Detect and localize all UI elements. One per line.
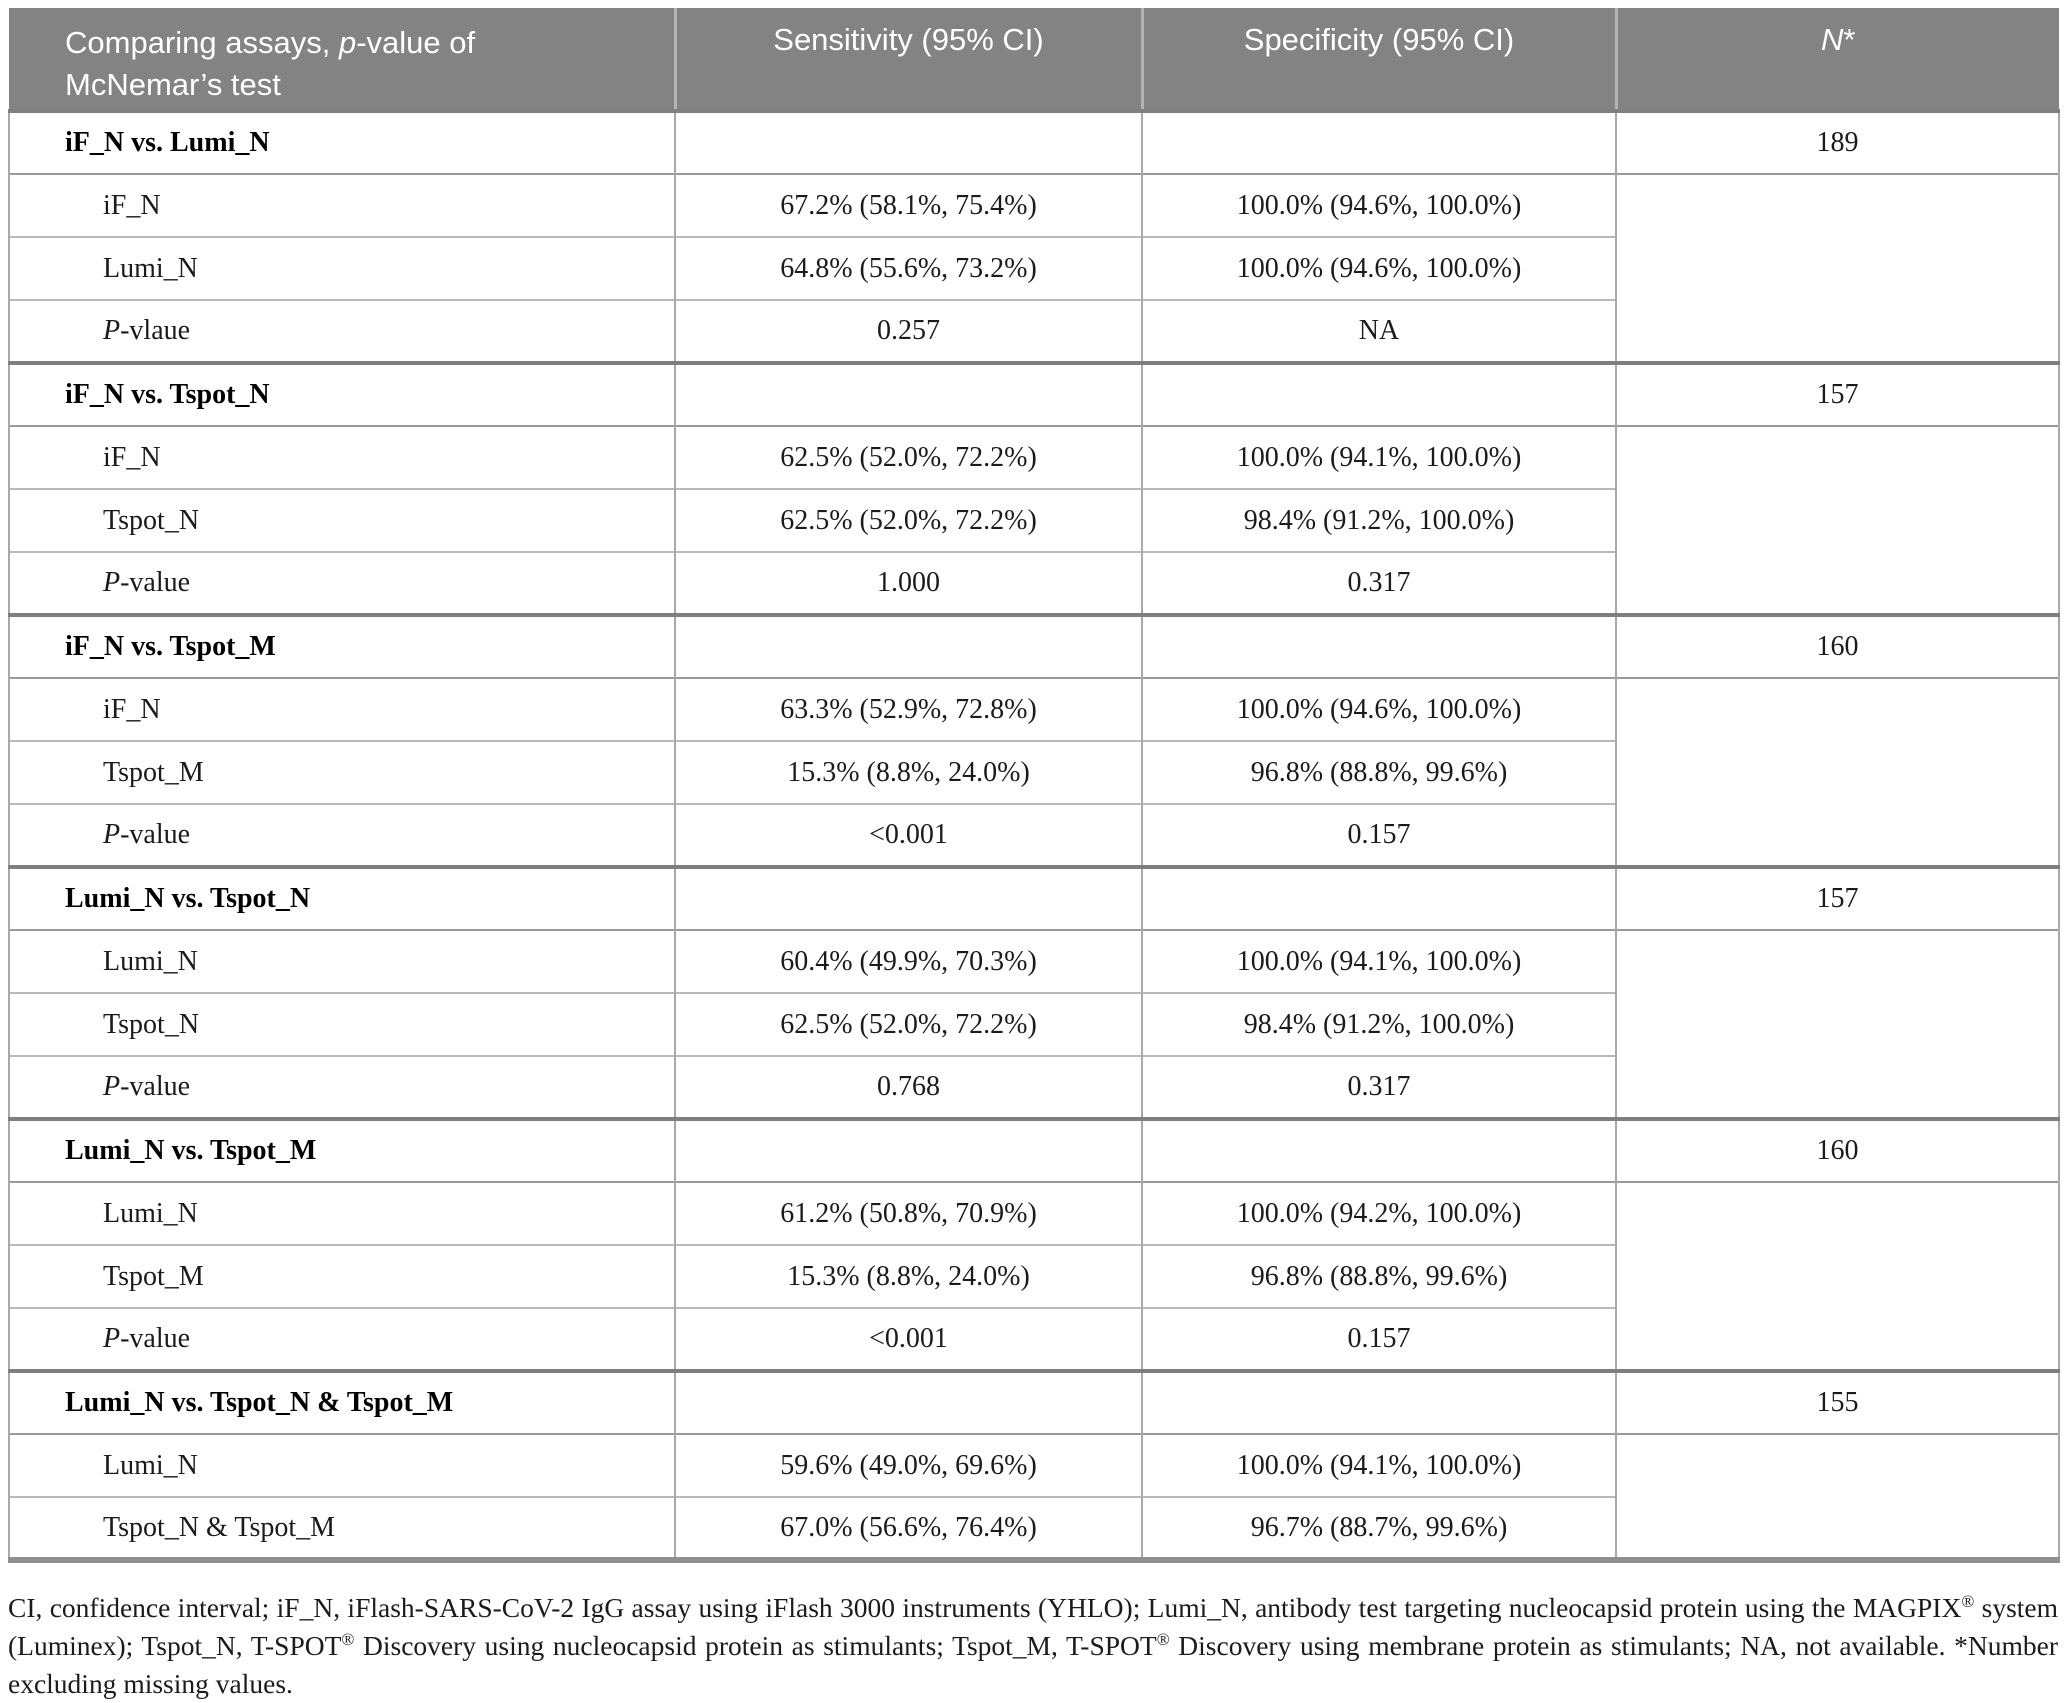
mcnemar-comparison-table: [8, 8, 2060, 1563]
footnote-text: system (Luminex); Tspot_N, T-SPOT: [8, 1592, 2059, 1661]
comparison-cell: [9, 867, 675, 930]
specificity-cell: 100.0% (94.6%, 100.0%): [1142, 678, 1616, 741]
label-text: -value: [120, 567, 191, 598]
specificity-cell: 100.0% (94.1%, 100.0%): [1142, 930, 1616, 993]
n-cell: 160: [1616, 615, 2059, 678]
assay-label: Tspot_M: [103, 1260, 204, 1292]
row-label-cell: [9, 426, 675, 489]
specificity-cell: 98.4% (91.2%, 100.0%): [1142, 489, 1616, 552]
sensitivity-cell: 62.5% (52.0%, 72.2%): [675, 489, 1142, 552]
header-text: -value of McNemar’s test: [65, 25, 476, 102]
group-header-row: [9, 111, 2059, 174]
specificity-cell: 100.0% (94.1%, 100.0%): [1142, 426, 1616, 489]
row-label-cell: [9, 1056, 675, 1119]
empty-sensitivity-cell: [675, 363, 1142, 426]
p-value-label: [11, 1071, 673, 1103]
row-label-cell: [9, 1182, 675, 1245]
p-value-label: [11, 315, 673, 347]
assay-label: Tspot_M: [103, 756, 204, 788]
col-header-comparing-assays: [9, 8, 675, 111]
registered-trademark-symbol: ®: [1961, 1591, 1975, 1611]
comparison-cell: [9, 1119, 675, 1182]
sensitivity-cell: 0.257: [675, 300, 1142, 363]
assay-label: iF_N: [103, 441, 161, 473]
assay-label: Lumi_N: [103, 1197, 198, 1229]
empty-sensitivity-cell: [675, 1371, 1142, 1434]
comparison-label: Lumi_N vs. Tspot_N & Tspot_M: [65, 1387, 454, 1418]
italic-p: P: [103, 1323, 121, 1354]
n-cell: 160: [1616, 1119, 2059, 1182]
group-header-row: [9, 363, 2059, 426]
sensitivity-cell: 15.3% (8.8%, 24.0%): [675, 1245, 1142, 1308]
assay-data-row: [9, 1434, 2059, 1497]
sensitivity-cell: 62.5% (52.0%, 72.2%): [675, 426, 1142, 489]
specificity-cell: 0.157: [1142, 804, 1616, 867]
label-text: -value: [120, 819, 191, 850]
specificity-cell: 0.317: [1142, 552, 1616, 615]
label-text: -value: [120, 1071, 191, 1102]
sensitivity-cell: <0.001: [675, 1308, 1142, 1371]
italic-p: P: [103, 567, 121, 598]
assay-label: Lumi_N: [103, 252, 198, 284]
assay-label: Tspot_N & Tspot_M: [103, 1511, 336, 1543]
header-text: Comparing assays,: [65, 25, 339, 60]
specificity-cell: 100.0% (94.6%, 100.0%): [1142, 174, 1616, 237]
group-header-row: [9, 867, 2059, 930]
comparison-label: iF_N vs. Tspot_M: [65, 631, 276, 662]
comparison-cell: [9, 363, 675, 426]
row-label-cell: [9, 804, 675, 867]
row-label-cell: [9, 237, 675, 300]
assay-data-row: [9, 1182, 2059, 1245]
assay-data-row: [9, 930, 2059, 993]
italic-p: P: [103, 819, 121, 850]
p-value-label: [11, 1323, 673, 1355]
comparison-label: iF_N vs. Tspot_N: [65, 379, 270, 410]
assay-label: Lumi_N: [103, 945, 198, 977]
footnote-text: Discovery using membrane protein as stimulants; NA, not available. *Number excluding missing values.: [8, 1630, 2058, 1699]
label-text: -value: [120, 1323, 191, 1354]
specificity-cell: 98.4% (91.2%, 100.0%): [1142, 993, 1616, 1056]
sensitivity-cell: 67.2% (58.1%, 75.4%): [675, 174, 1142, 237]
assay-label: Lumi_N: [103, 1449, 198, 1481]
sensitivity-cell: 60.4% (49.9%, 70.3%): [675, 930, 1142, 993]
assay-label: Tspot_N: [103, 1008, 200, 1040]
italic-p: P: [103, 315, 121, 346]
footnote-text: Discovery using nucleocapsid protein as stimulants; Tspot_M, T-SPOT: [354, 1630, 1157, 1661]
col-header-n: [1616, 8, 2059, 111]
label-text: -vlaue: [120, 315, 191, 346]
sensitivity-cell: 0.768: [675, 1056, 1142, 1119]
assay-data-row: [9, 174, 2059, 237]
row-label-cell: [9, 993, 675, 1056]
empty-sensitivity-cell: [675, 615, 1142, 678]
group-header-row: [9, 615, 2059, 678]
row-label-cell: [9, 489, 675, 552]
assay-label: iF_N: [103, 693, 161, 725]
empty-sensitivity-cell: [675, 867, 1142, 930]
row-label-cell: [9, 1245, 675, 1308]
specificity-cell: 100.0% (94.2%, 100.0%): [1142, 1182, 1616, 1245]
sensitivity-cell: 59.6% (49.0%, 69.6%): [675, 1434, 1142, 1497]
merged-n-cell: [1616, 678, 2059, 867]
specificity-cell: 96.8% (88.8%, 99.6%): [1142, 741, 1616, 804]
row-label-cell: [9, 678, 675, 741]
sensitivity-cell: 15.3% (8.8%, 24.0%): [675, 741, 1142, 804]
assay-data-row: [9, 426, 2059, 489]
col-header-specificity: Specificity (95% CI): [1142, 8, 1616, 111]
specificity-cell: 100.0% (94.6%, 100.0%): [1142, 237, 1616, 300]
empty-sensitivity-cell: [675, 111, 1142, 174]
merged-n-cell: [1616, 426, 2059, 615]
col-header-sensitivity: Sensitivity (95% CI): [675, 8, 1142, 111]
row-label-cell: [9, 552, 675, 615]
p-value-label: [11, 819, 673, 851]
sensitivity-cell: <0.001: [675, 804, 1142, 867]
row-label-cell: [9, 741, 675, 804]
comparison-label: Lumi_N vs. Tspot_N: [65, 883, 311, 914]
header-asterisk: *: [1843, 22, 1856, 57]
empty-sensitivity-cell: [675, 1119, 1142, 1182]
empty-specificity-cell: [1142, 1371, 1616, 1434]
comparison-label: iF_N vs. Lumi_N: [65, 127, 270, 158]
row-label-cell: [9, 300, 675, 363]
merged-n-cell: [1616, 930, 2059, 1119]
registered-trademark-symbol: ®: [1156, 1629, 1170, 1649]
n-cell: 155: [1616, 1371, 2059, 1434]
specificity-cell: 100.0% (94.1%, 100.0%): [1142, 1434, 1616, 1497]
sensitivity-cell: 67.0% (56.6%, 76.4%): [675, 1497, 1142, 1560]
sensitivity-cell: 1.000: [675, 552, 1142, 615]
assay-label: iF_N: [103, 189, 161, 221]
n-cell: 189: [1616, 111, 2059, 174]
comparison-label: Lumi_N vs. Tspot_M: [65, 1135, 317, 1166]
row-label-cell: [9, 930, 675, 993]
empty-specificity-cell: [1142, 1119, 1616, 1182]
merged-n-cell: [1616, 1182, 2059, 1371]
group-header-row: [9, 1119, 2059, 1182]
empty-specificity-cell: [1142, 363, 1616, 426]
empty-specificity-cell: [1142, 615, 1616, 678]
sensitivity-cell: 61.2% (50.8%, 70.9%): [675, 1182, 1142, 1245]
empty-specificity-cell: [1142, 867, 1616, 930]
italic-p: P: [103, 1071, 121, 1102]
merged-n-cell: [1616, 174, 2059, 363]
table-header: [9, 8, 2059, 111]
sensitivity-cell: 63.3% (52.9%, 72.8%): [675, 678, 1142, 741]
specificity-cell: 96.7% (88.7%, 99.6%): [1142, 1497, 1616, 1560]
n-cell: 157: [1616, 363, 2059, 426]
row-label-cell: [9, 1497, 675, 1560]
sensitivity-cell: 62.5% (52.0%, 72.2%): [675, 993, 1142, 1056]
comparison-cell: [9, 1371, 675, 1434]
footnote-text: CI, confidence interval; iF_N, iFlash-SARS-CoV-2 IgG assay using iFlash 3000 instruments (YHLO); Lumi_N, antibody test targeting nucleocapsid protein using the MAGPIX: [8, 1592, 1962, 1623]
table-body: [9, 111, 2059, 1560]
empty-specificity-cell: [1142, 111, 1616, 174]
n-cell: 157: [1616, 867, 2059, 930]
header-italic-p: p: [338, 25, 357, 60]
row-label-cell: [9, 1434, 675, 1497]
merged-n-cell: [1616, 1434, 2059, 1560]
specificity-cell: NA: [1142, 300, 1616, 363]
comparison-cell: [9, 111, 675, 174]
registered-trademark-symbol: ®: [341, 1629, 355, 1649]
comparison-cell: [9, 615, 675, 678]
specificity-cell: 0.317: [1142, 1056, 1616, 1119]
assay-data-row: [9, 678, 2059, 741]
header-row: [9, 8, 2059, 111]
specificity-cell: 0.157: [1142, 1308, 1616, 1371]
table-footnote: [8, 1589, 2058, 1703]
assay-label: Tspot_N: [103, 504, 200, 536]
sensitivity-cell: 64.8% (55.6%, 73.2%): [675, 237, 1142, 300]
row-label-cell: [9, 174, 675, 237]
row-label-cell: [9, 1308, 675, 1371]
p-value-label: [11, 567, 673, 599]
specificity-cell: 96.8% (88.8%, 99.6%): [1142, 1245, 1616, 1308]
group-header-row: [9, 1371, 2059, 1434]
header-italic-n: N: [1821, 22, 1844, 57]
